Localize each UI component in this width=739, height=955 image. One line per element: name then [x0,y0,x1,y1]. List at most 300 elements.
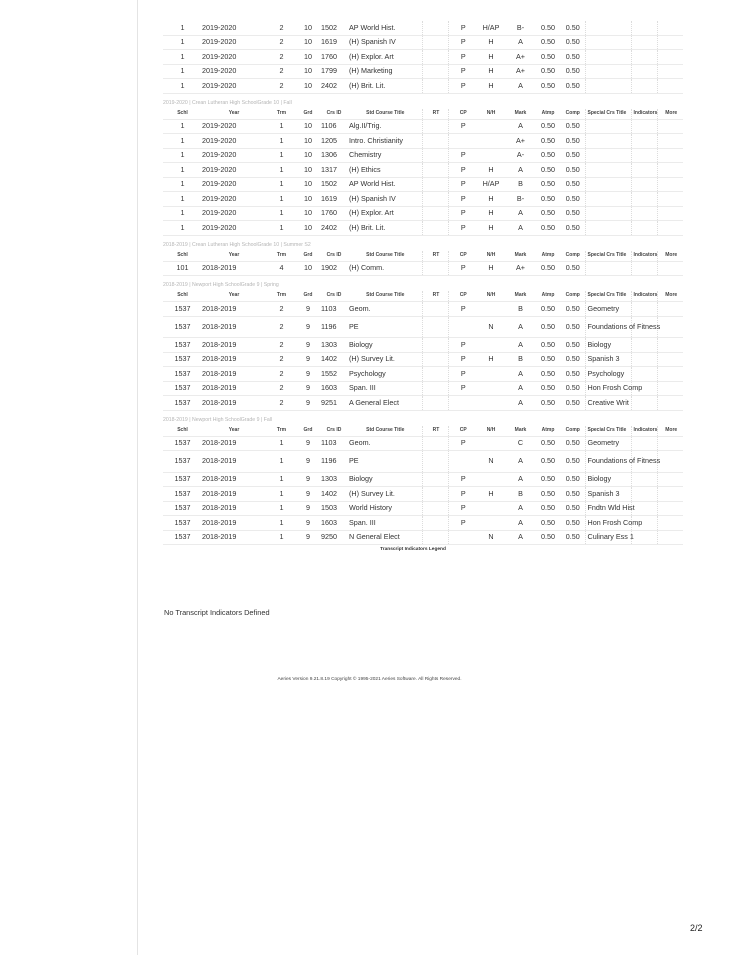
cell-trm: 2 [266,338,295,353]
cell-comp: 0.50 [559,302,585,317]
cell-schl: 1537 [163,530,200,545]
table-header-row [163,109,683,120]
column-header: Crs ID [319,109,347,120]
cell-comp: 0.50 [559,436,585,451]
cell-grd: 9 [295,530,319,545]
column-header: Comp [559,251,585,262]
column-header: Mark [504,426,535,437]
column-header: Year [200,109,266,120]
column-header: Special Crs Title [585,291,631,302]
cell-mark: A+ [504,50,535,65]
cell-mark: A [504,119,535,134]
cell-ind [631,396,657,411]
cell-atmp: 0.50 [535,367,559,382]
cell-year: 2019-2020 [200,50,266,65]
cell-mark: A [504,79,535,94]
cell-atmp: 0.50 [535,50,559,65]
cell-comp: 0.50 [559,316,585,338]
cell-schl: 1537 [163,396,200,411]
cell-cp: P [448,352,476,367]
cell-grd: 9 [295,367,319,382]
cell-atmp: 0.50 [535,472,559,487]
cell-rt [422,487,448,502]
cell-schl: 1537 [163,367,200,382]
cell-title: (H) Spanish IV [347,35,422,50]
transcript-table [163,251,683,277]
cell-atmp: 0.50 [535,487,559,502]
cell-mark: B [504,302,535,317]
page-margin-line [137,0,138,955]
cell-comp: 0.50 [559,21,585,35]
cell-comp: 0.50 [559,192,585,207]
cell-rt [422,163,448,178]
cell-year: 2019-2020 [200,221,266,236]
cell-atmp: 0.50 [535,381,559,396]
column-header: Comp [559,426,585,437]
cell-year: 2019-2020 [200,148,266,163]
cell-nh: H [476,487,504,502]
cell-more [657,487,683,502]
cell-special [585,148,631,163]
column-header: Schl [163,291,200,302]
cell-special [585,35,631,50]
cell-mark: A [504,516,535,531]
cell-cp: P [448,487,476,502]
cell-ind [631,206,657,221]
column-header: Year [200,426,266,437]
column-header: Mark [504,291,535,302]
table-row [163,261,683,276]
cell-cp: P [448,163,476,178]
cell-cp: P [448,148,476,163]
column-header: Std Course Title [347,426,422,437]
cell-year: 2018-2019 [200,487,266,502]
cell-title: (H) Brit. Lit. [347,221,422,236]
column-header: More [657,291,683,302]
column-header: Grd [295,251,319,262]
cell-rt [422,530,448,545]
cell-trm: 1 [266,148,295,163]
cell-crs: 1205 [319,134,347,149]
cell-more [657,35,683,50]
cell-ind [631,352,657,367]
cell-mark: A [504,472,535,487]
cell-schl: 1537 [163,472,200,487]
cell-title: A General Elect [347,396,422,411]
column-header: Crs ID [319,426,347,437]
cell-special: Geometry [585,302,631,317]
cell-nh: H [476,163,504,178]
column-header: RT [422,291,448,302]
column-header: Atmp [535,109,559,120]
cell-cp: P [448,119,476,134]
cell-atmp: 0.50 [535,148,559,163]
cell-trm: 1 [266,177,295,192]
column-header: Year [200,291,266,302]
cell-mark: A [504,381,535,396]
cell-ind [631,79,657,94]
cell-crs: 1196 [319,451,347,473]
cell-rt [422,436,448,451]
cell-trm: 1 [266,163,295,178]
cell-cp: P [448,381,476,396]
cell-ind [631,487,657,502]
cell-special [585,192,631,207]
cell-mark: B- [504,192,535,207]
cell-title: Span. III [347,516,422,531]
cell-special: Geometry [585,436,631,451]
cell-mark: A [504,221,535,236]
cell-cp [448,396,476,411]
cell-schl: 1 [163,221,200,236]
cell-crs: 1306 [319,148,347,163]
cell-more [657,148,683,163]
cell-special [585,261,631,276]
cell-mark: B- [504,21,535,35]
cell-ind [631,472,657,487]
cell-more [657,163,683,178]
cell-schl: 1 [163,134,200,149]
page-number: 2/2 [690,923,703,933]
column-header: Trm [266,291,295,302]
column-header: Schl [163,109,200,120]
column-header: Atmp [535,426,559,437]
cell-title: Intro. Christianity [347,134,422,149]
cell-schl: 1537 [163,338,200,353]
cell-trm: 2 [266,381,295,396]
cell-special: Biology [585,338,631,353]
cell-year: 2019-2020 [200,177,266,192]
cell-schl: 1 [163,79,200,94]
cell-crs: 1619 [319,35,347,50]
cell-special: Psychology [585,367,631,382]
cell-atmp: 0.50 [535,352,559,367]
cell-rt [422,501,448,516]
cell-title: Biology [347,338,422,353]
column-header: Indicators [631,426,657,437]
cell-comp: 0.50 [559,35,585,50]
cell-grd: 10 [295,21,319,35]
column-header: Year [200,251,266,262]
cell-more [657,21,683,35]
cell-schl: 1 [163,177,200,192]
cell-title: World History [347,501,422,516]
column-header: Comp [559,291,585,302]
cell-rt [422,516,448,531]
cell-year: 2018-2019 [200,352,266,367]
cell-crs: 1799 [319,64,347,79]
cell-cp: P [448,367,476,382]
column-header: Trm [266,426,295,437]
cell-mark: A- [504,148,535,163]
cell-title: (H) Explor. Art [347,206,422,221]
cell-mark: A+ [504,134,535,149]
no-indicators-text: No Transcript Indicators Defined [164,608,270,617]
cell-nh [476,367,504,382]
transcript-content [163,21,678,555]
cell-rt [422,35,448,50]
cell-schl: 1537 [163,451,200,473]
cell-trm: 2 [266,64,295,79]
cell-more [657,119,683,134]
cell-trm: 2 [266,35,295,50]
cell-rt [422,338,448,353]
cell-more [657,501,683,516]
cell-grd: 9 [295,451,319,473]
cell-nh [476,472,504,487]
column-header: Indicators [631,251,657,262]
cell-mark: A+ [504,64,535,79]
cell-special: Culinary Ess 1 [585,530,631,545]
cell-trm: 2 [266,352,295,367]
cell-schl: 1537 [163,436,200,451]
cell-mark: A [504,530,535,545]
cell-comp: 0.50 [559,338,585,353]
cell-cp [448,530,476,545]
cell-more [657,50,683,65]
cell-grd: 10 [295,148,319,163]
cell-atmp: 0.50 [535,530,559,545]
cell-more [657,381,683,396]
cell-rt [422,221,448,236]
cell-atmp: 0.50 [535,64,559,79]
column-header: Atmp [535,251,559,262]
column-header: Indicators [631,109,657,120]
cell-ind [631,367,657,382]
cell-schl: 1 [163,163,200,178]
cell-comp: 0.50 [559,381,585,396]
cell-nh: H [476,79,504,94]
cell-title: (H) Spanish IV [347,192,422,207]
term-section-label: 2018-2019 | Newport High SchoolGrade 9 | Fall [163,416,273,423]
cell-ind [631,119,657,134]
cell-title: AP World Hist. [347,177,422,192]
cell-cp [448,134,476,149]
cell-crs: 1503 [319,501,347,516]
cell-crs: 1106 [319,119,347,134]
cell-comp: 0.50 [559,64,585,79]
table-row [163,487,683,502]
cell-grd: 10 [295,50,319,65]
column-header: Special Crs Title [585,109,631,120]
cell-more [657,316,683,338]
cell-cp: P [448,261,476,276]
cell-rt [422,451,448,473]
cell-ind [631,21,657,35]
column-header: CP [448,426,476,437]
cell-mark: A [504,206,535,221]
cell-schl: 1 [163,50,200,65]
cell-grd: 9 [295,352,319,367]
cell-trm: 1 [266,516,295,531]
cell-trm: 2 [266,21,295,35]
column-header: Grd [295,426,319,437]
cell-crs: 2402 [319,79,347,94]
cell-grd: 10 [295,261,319,276]
table-row [163,148,683,163]
cell-rt [422,472,448,487]
cell-special: Spanish 3 [585,352,631,367]
cell-more [657,192,683,207]
table-row [163,35,683,50]
cell-rt [422,177,448,192]
cell-atmp: 0.50 [535,134,559,149]
table-header-row [163,291,683,302]
cell-special [585,163,631,178]
cell-schl: 1537 [163,352,200,367]
cell-nh: H [476,352,504,367]
cell-cp: P [448,79,476,94]
cell-special [585,21,631,35]
cell-mark: A [504,367,535,382]
cell-cp: P [448,35,476,50]
cell-mark: A [504,35,535,50]
cell-atmp: 0.50 [535,302,559,317]
cell-special: Hon Frosh Comp [585,381,631,396]
cell-more [657,436,683,451]
cell-crs: 1902 [319,261,347,276]
table-row [163,316,683,338]
table-row [163,302,683,317]
cell-crs: 1760 [319,206,347,221]
cell-schl: 1537 [163,302,200,317]
cell-more [657,261,683,276]
cell-ind [631,177,657,192]
cell-grd: 9 [295,381,319,396]
cell-ind [631,261,657,276]
column-header: CP [448,109,476,120]
cell-year: 2018-2019 [200,516,266,531]
cell-rt [422,192,448,207]
column-header: CP [448,291,476,302]
cell-mark: A [504,338,535,353]
cell-schl: 1 [163,64,200,79]
cell-year: 2019-2020 [200,21,266,35]
cell-special: Foundations of Fitness [585,316,631,338]
column-header: Mark [504,251,535,262]
cell-grd: 9 [295,501,319,516]
cell-year: 2018-2019 [200,472,266,487]
cell-more [657,79,683,94]
cell-atmp: 0.50 [535,338,559,353]
cell-schl: 1 [163,148,200,163]
column-header: Schl [163,251,200,262]
cell-comp: 0.50 [559,451,585,473]
term-section-label: 2018-2019 | Crean Lutheran High SchoolGrade 10 | Summer S2 [163,241,311,248]
cell-trm: 2 [266,396,295,411]
column-header: Trm [266,251,295,262]
cell-trm: 1 [266,530,295,545]
cell-title: N General Elect [347,530,422,545]
column-header: RT [422,251,448,262]
column-header: Mark [504,109,535,120]
cell-comp: 0.50 [559,516,585,531]
table-row [163,472,683,487]
cell-special [585,177,631,192]
cell-cp: P [448,64,476,79]
cell-rt [422,261,448,276]
cell-grd: 9 [295,338,319,353]
cell-comp: 0.50 [559,261,585,276]
cell-crs: 1603 [319,381,347,396]
table-row [163,221,683,236]
cell-year: 2018-2019 [200,436,266,451]
cell-schl: 1 [163,35,200,50]
cell-year: 2019-2020 [200,163,266,178]
cell-atmp: 0.50 [535,501,559,516]
cell-cp: P [448,50,476,65]
cell-title: PE [347,451,422,473]
cell-ind [631,163,657,178]
cell-nh: N [476,530,504,545]
cell-crs: 1303 [319,472,347,487]
cell-nh [476,338,504,353]
column-header: Comp [559,109,585,120]
cell-atmp: 0.50 [535,177,559,192]
cell-mark: A [504,163,535,178]
cell-schl: 1537 [163,501,200,516]
cell-comp: 0.50 [559,352,585,367]
cell-grd: 10 [295,177,319,192]
column-header: N/H [476,291,504,302]
column-header: N/H [476,109,504,120]
table-row [163,134,683,149]
cell-grd: 10 [295,79,319,94]
cell-comp: 0.50 [559,163,585,178]
cell-year: 2019-2020 [200,119,266,134]
cell-atmp: 0.50 [535,21,559,35]
cell-title: (H) Explor. Art [347,50,422,65]
cell-mark: C [504,436,535,451]
cell-nh: H [476,221,504,236]
cell-special [585,134,631,149]
cell-cp [448,451,476,473]
cell-more [657,352,683,367]
cell-trm: 1 [266,472,295,487]
cell-nh: H [476,261,504,276]
cell-comp: 0.50 [559,50,585,65]
table-row [163,338,683,353]
cell-more [657,206,683,221]
table-row [163,501,683,516]
cell-schl: 1 [163,21,200,35]
cell-nh: H [476,50,504,65]
cell-crs: 1103 [319,436,347,451]
cell-mark: A [504,501,535,516]
table-header-row [163,251,683,262]
cell-rt [422,79,448,94]
cell-schl: 1 [163,206,200,221]
cell-schl: 101 [163,261,200,276]
cell-title: Geom. [347,302,422,317]
cell-trm: 1 [266,221,295,236]
cell-schl: 1 [163,119,200,134]
cell-cp: P [448,206,476,221]
cell-nh: H [476,64,504,79]
table-row [163,192,683,207]
cell-cp: P [448,472,476,487]
cell-grd: 9 [295,516,319,531]
cell-trm: 1 [266,487,295,502]
cell-nh: N [476,451,504,473]
cell-nh: H [476,206,504,221]
cell-rt [422,64,448,79]
column-header: Std Course Title [347,109,422,120]
cell-crs: 1303 [319,338,347,353]
cell-schl: 1537 [163,316,200,338]
cell-year: 2018-2019 [200,381,266,396]
table-header-row [163,426,683,437]
